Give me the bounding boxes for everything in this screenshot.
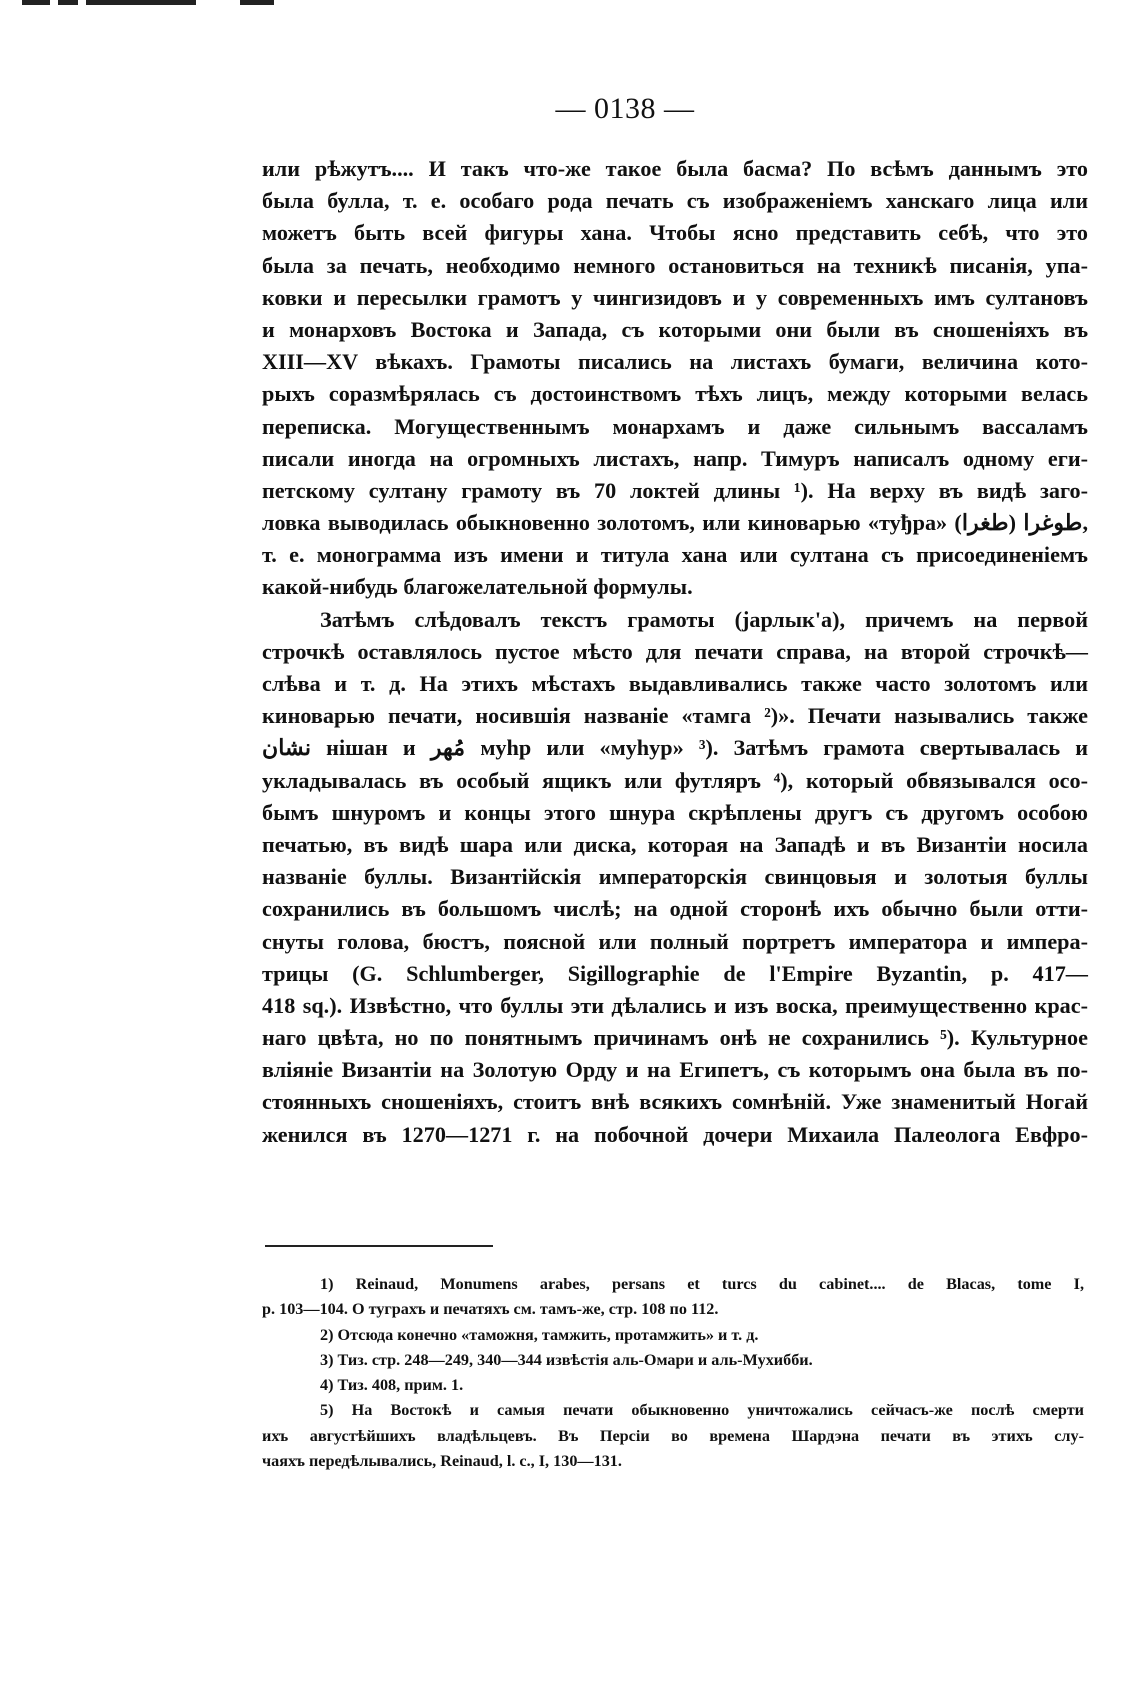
text-line: названіе буллы. Византійскія императорскія свинцовыя и золотыя буллы xyxy=(262,864,1088,890)
text-line: вліяніе Византіи на Золотую Орду и на Египетъ, съ которымъ она была въ по- xyxy=(262,1057,1088,1083)
text-line: была за печать, необходимо немного остановиться на техникѣ писанія, упа- xyxy=(262,252,1088,278)
text-line: какой-нибудь благожелательной формулы. xyxy=(262,574,693,600)
text-line: строчкѣ оставлялось пустое мѣсто для печати справа, на второй строчкѣ— xyxy=(262,638,1088,664)
footnote-line: p. 103—104. О туграхъ и печатяхъ см. тамъ-же, стр. 108 по 112. xyxy=(262,1300,719,1319)
footnote-4 xyxy=(262,1373,1084,1398)
footnote-line: 2) Отсюда конечно «таможня, тамжить, протамжить» и т. д. xyxy=(320,1325,759,1344)
footnote-line: чаяхъ передѣлывались, Reinaud, l. c., I, 130—131. xyxy=(262,1452,622,1471)
paragraph-2 xyxy=(262,604,1088,1151)
text-line: слѣва и т. д. На этихъ мѣстахъ выдавливались также часто золотомъ или xyxy=(262,671,1088,696)
text-line: наго цвѣта, но по понятнымъ причинамъ онѣ не сохранились ⁵). Культурное xyxy=(262,1025,1088,1051)
text-line: снуты голова, бюстъ, поясной или полный портретъ императора и импера- xyxy=(262,928,1088,954)
text-line: была булла, т. е. особаго рода печать съ изображеніемъ ханскаго лица или xyxy=(262,188,1088,214)
footnote-divider xyxy=(265,1245,493,1247)
text-line: или рѣжутъ.... И такъ что-же такое была басма? По всѣмъ даннымъ это xyxy=(262,156,1088,181)
paragraph-1 xyxy=(262,153,1088,604)
text-line: переписка. Могущественнымъ монархамъ и даже сильнымъ вассаламъ xyxy=(262,413,1088,439)
footnote-line: 4) Тиз. 408, прим. 1. xyxy=(320,1376,464,1395)
text-line: можетъ быть всей фигуры хана. Чтобы ясно представить себѣ, что это xyxy=(262,220,1088,246)
text-line: 418 sq.). Извѣстно, что буллы эти дѣлались и изъ воска, преимущественно крас- xyxy=(262,992,1088,1018)
text-line: XIII—XV вѣкахъ. Грамоты писались на листахъ бумаги, величина кото- xyxy=(262,349,1088,375)
footnote-line: 5) На Востокѣ и самыя печати обыкновенно уничтожались сейчасъ-же послѣ смерти xyxy=(320,1401,1084,1420)
text-line: Затѣмъ слѣдовалъ текстъ грамоты (јарлык'а), причемъ на первой xyxy=(320,606,1088,632)
text-line: писали иногда на огромныхъ листахъ, напр. Тимуръ написалъ одному еги- xyxy=(262,445,1088,471)
text-line: сохранились въ большомъ числѣ; на одной сторонѣ ихъ обычно были отти- xyxy=(262,896,1088,922)
text-line: т. е. монограмма изъ имени и титула хана или султана съ присоединеніемъ xyxy=(262,542,1088,568)
text-line: бымъ шнуромъ и концы этого шнура скрѣплены другъ съ другомъ особою xyxy=(262,799,1088,825)
footnote-line: ихъ августѣйшихъ владѣльцевъ. Въ Персіи во времена Шардэна печати въ этихъ слу- xyxy=(262,1426,1084,1445)
text-line: трицы (G. Schlumberger, Sigillographie de l'Empire Byzantin, p. 417— xyxy=(262,960,1088,986)
scan-edge-mark xyxy=(0,0,240,6)
text-line: نشان нішан и مُهر муһр или «муһур» ³). Затѣмъ грамота свертывалась и xyxy=(262,735,1088,761)
page-number: — 0138 — xyxy=(555,92,695,125)
text-line: женился въ 1270—1271 г. на побочной дочери Михаила Палеолога Евфро- xyxy=(262,1121,1088,1147)
text-line: ковки и пересылки грамотъ у чингизидовъ и у современныхъ имъ султановъ xyxy=(262,284,1088,310)
text-line: рыхъ соразмѣрялась съ достоинствомъ тѣхъ лицъ, между которыми велась xyxy=(262,381,1088,407)
text-line: петскому султану грамоту въ 70 локтей длины ¹). На верху въ видѣ заго- xyxy=(262,477,1088,503)
text-line: ловка выводилась обыкновенно золотомъ, или киноварью «туђра» (طغرا) طوغرا, xyxy=(262,510,1088,536)
text-line: и монарховъ Востока и Запада, съ которыми они были въ сношеніяхъ въ xyxy=(262,316,1088,342)
footnote-line: 1) Reinaud, Monumens arabes, persans et turcs du cabinet.... de Blacas, tome I, xyxy=(320,1275,1084,1293)
text-line: печатью, въ видѣ шара или диска, которая на Западѣ и въ Византіи носила xyxy=(262,831,1088,857)
text-line: укладывалась въ особый ящикъ или футляръ ⁴), который обвязывался осо- xyxy=(262,767,1088,793)
main-text xyxy=(262,153,1088,1151)
footnotes xyxy=(262,1272,1084,1474)
text-line: киноварью печати, носившія названіе «тамга ²)». Печати назывались также xyxy=(262,703,1088,729)
footnote-1 xyxy=(262,1272,1084,1323)
footnote-5 xyxy=(262,1398,1084,1474)
text-line: стоянныхъ сношеніяхъ, стоитъ внѣ всякихъ сомнѣній. Уже знаменитый Ногай xyxy=(262,1089,1088,1115)
footnote-3 xyxy=(262,1348,1084,1373)
footnote-line: 3) Тиз. стр. 248—249, 340—344 извѣстія аль-Омари и аль-Мухибби. xyxy=(320,1350,813,1369)
footnote-2 xyxy=(262,1323,1084,1348)
